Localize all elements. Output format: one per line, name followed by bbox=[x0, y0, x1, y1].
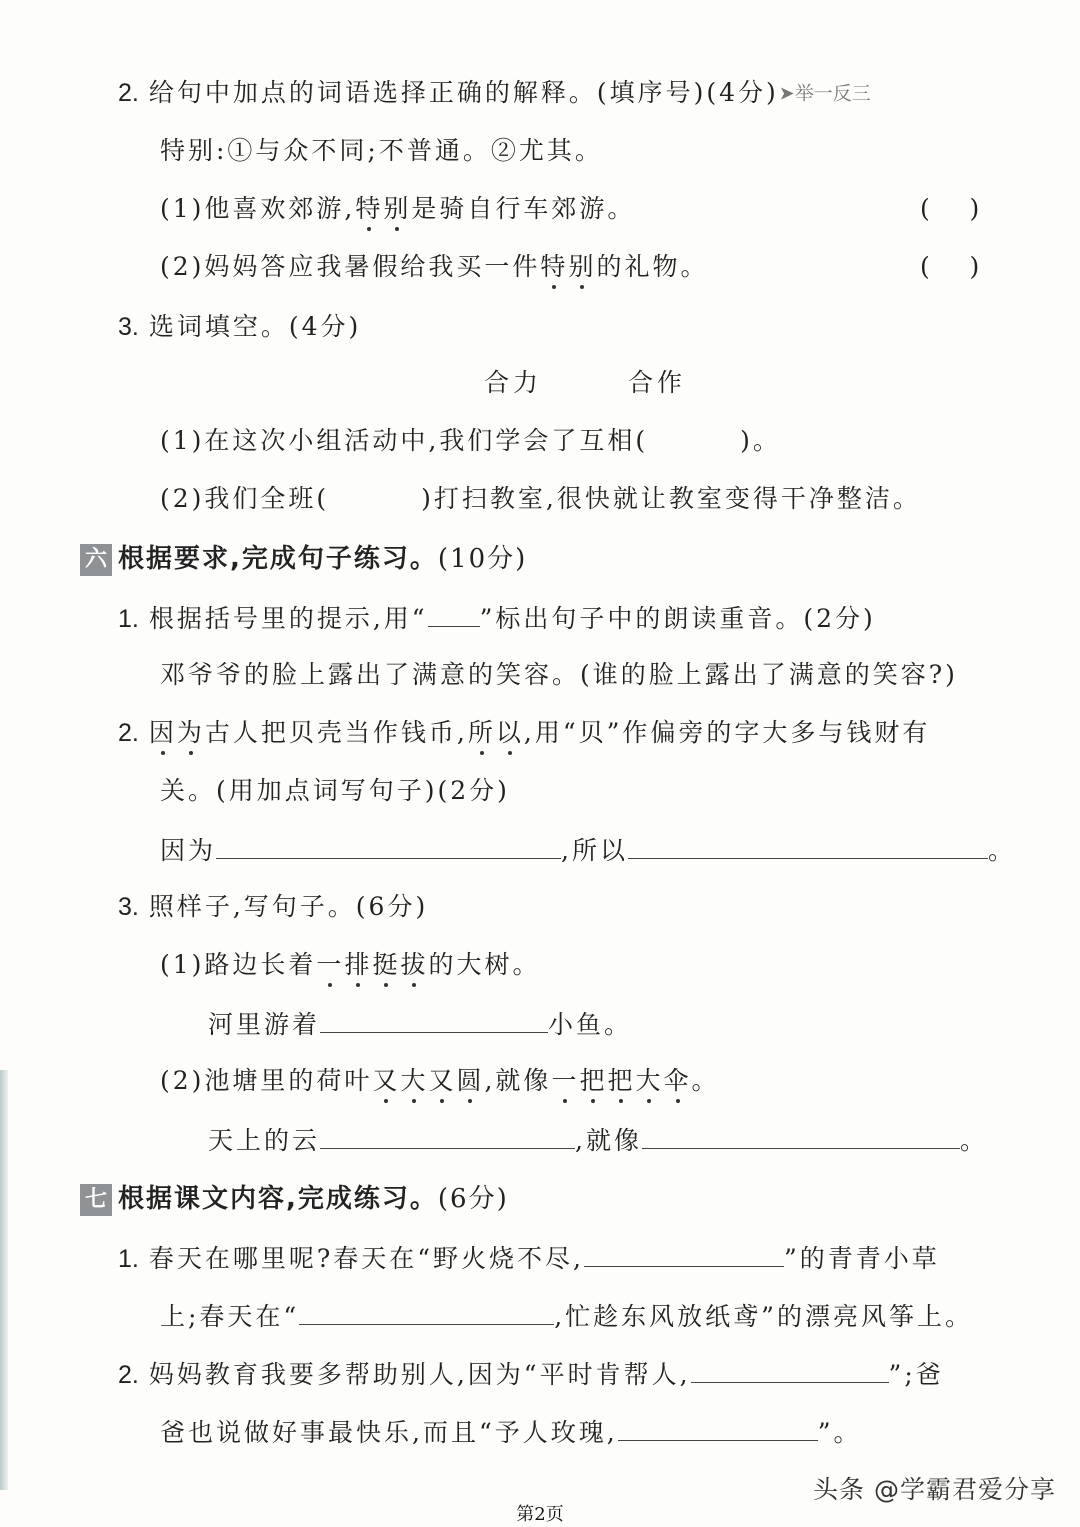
section-7-heading bbox=[80, 1182, 509, 1216]
s6-q2-fill-b: ,所以 bbox=[561, 836, 628, 865]
s6-q3-fill-2 bbox=[208, 1122, 988, 1158]
s6-q3-s2-dotted-7: 把 bbox=[607, 1066, 636, 1095]
s6-q1-text-b: ”标出句子中的朗读重音。(2分) bbox=[479, 604, 876, 633]
s6-q3-example-1 bbox=[160, 948, 541, 982]
s7-q2-b: ”;爸 bbox=[888, 1360, 944, 1389]
s6-q3-s1-a: (1)路边长着 bbox=[160, 950, 317, 979]
q3-sentence-1 bbox=[160, 424, 781, 458]
q2-definitions: 特别:①与众不同;不普通。②尤其。 bbox=[160, 136, 603, 165]
s7-q2-line-2 bbox=[160, 1414, 861, 1450]
word-choice-2: 合作 bbox=[628, 368, 687, 397]
s6-q3-s1-dotted-1: 一 bbox=[316, 950, 345, 979]
s7-q1-blank-1[interactable] bbox=[584, 1240, 784, 1267]
section-6-badge: 六 bbox=[80, 544, 112, 576]
section-7-badge: 七 bbox=[80, 1184, 112, 1216]
q2-s1-text-b: 是骑自行车郊游。 bbox=[411, 194, 636, 223]
s7-q1-blank-2[interactable] bbox=[299, 1298, 554, 1325]
s6-q2-fill-a: 因为 bbox=[160, 836, 217, 865]
s6-q3-s1-b: 的大树。 bbox=[428, 950, 541, 979]
s6-q1-text-a: 根据括号里的提示,用“ bbox=[148, 604, 428, 633]
q3-prompt: 选词填空。(4分) bbox=[148, 312, 362, 341]
s7-q1-b: ”的青青小草 bbox=[784, 1244, 940, 1273]
s6-q3-f2-a: 天上的云 bbox=[208, 1126, 321, 1155]
s6-q1-number: 1. bbox=[118, 605, 139, 633]
q2-number: 2. bbox=[118, 79, 139, 107]
q2-s1-dotted-2: 别 bbox=[383, 194, 412, 223]
s6-q3-s1-dotted-4: 拔 bbox=[400, 950, 429, 979]
s6-q3-number: 3. bbox=[118, 893, 139, 921]
q3-s1-text-a: (1)在这次小组活动中,我们学会了互相( bbox=[160, 426, 649, 455]
q2-prompt-line bbox=[118, 76, 871, 112]
s6-q3-s2-dotted-3: 又 bbox=[428, 1066, 457, 1095]
s6-q2-line-1 bbox=[118, 716, 930, 750]
q2-s2-text-b: 的礼物。 bbox=[596, 252, 709, 281]
section-6-points: (10分) bbox=[437, 544, 528, 574]
s6-q2-blank-2[interactable] bbox=[628, 832, 988, 859]
s6-q1-underline-sample bbox=[428, 600, 480, 627]
q3-number: 3. bbox=[118, 313, 139, 341]
s6-q3-s2-dotted-8: 大 bbox=[635, 1066, 664, 1095]
s7-q2-d: ”。 bbox=[817, 1418, 862, 1447]
section-6-heading bbox=[80, 542, 527, 576]
s7-q2-c: 爸也说做好事最快乐,而且“予人玫瑰, bbox=[160, 1418, 618, 1447]
s6-q2-text-2: ,用“贝”作偏旁的字大多与钱财有 bbox=[523, 718, 931, 747]
word-choice-1: 合力 bbox=[484, 368, 543, 397]
s7-q1-line-2 bbox=[160, 1298, 973, 1334]
s6-q3-f2-b: ,就像 bbox=[575, 1126, 642, 1155]
s7-q1-c: 上;春天在“ bbox=[160, 1302, 300, 1331]
s6-q3-s2-dotted-2: 大 bbox=[400, 1066, 429, 1095]
s7-q2-blank-1[interactable] bbox=[691, 1356, 889, 1383]
q2-s2-dotted-2: 别 bbox=[568, 252, 597, 281]
q2-prompt: 给句中加点的词语选择正确的解释。(填序号)(4分) bbox=[148, 78, 779, 107]
s6-q2-line-2: 关。(用加点词写句子)(2分) bbox=[160, 776, 510, 805]
s6-q2-number: 2. bbox=[118, 719, 139, 747]
s6-q3-s2-dotted-9: 伞 bbox=[663, 1066, 692, 1095]
s7-q2-number: 2. bbox=[118, 1361, 139, 1389]
s6-q2-text-1: 古人把贝壳当作钱币, bbox=[204, 718, 468, 747]
section-7-points: (6分) bbox=[437, 1184, 509, 1214]
q3-prompt-line bbox=[118, 310, 361, 344]
s6-q3-f1-a: 河里游着 bbox=[208, 1010, 321, 1039]
s6-q3-example-2 bbox=[160, 1064, 720, 1098]
s6-q2-dotted-yin: 因 bbox=[148, 718, 177, 747]
s6-q1-line bbox=[118, 600, 876, 636]
s6-q2-dotted-suo: 所 bbox=[467, 718, 496, 747]
s6-q2-dotted-wei: 为 bbox=[176, 718, 205, 747]
watermark-text: 头条 @学霸君爱分享 bbox=[813, 1475, 1056, 1504]
s6-q3-blank-2[interactable] bbox=[320, 1122, 575, 1149]
s6-q2-dotted-yi: 以 bbox=[495, 718, 524, 747]
s6-q3-f2-end: 。 bbox=[959, 1126, 988, 1155]
s6-q2-fill-end: 。 bbox=[987, 836, 1016, 865]
tag-label: ➤举一反三 bbox=[778, 83, 871, 105]
s6-q3-s2-c: 。 bbox=[691, 1066, 720, 1095]
s6-q3-s2-dotted-1: 又 bbox=[372, 1066, 401, 1095]
q3-s2-text-a: (2)我们全班( bbox=[160, 484, 330, 513]
scan-edge-decoration bbox=[0, 1070, 8, 1490]
s6-q3-fill-1 bbox=[208, 1006, 632, 1042]
q3-sentence-2 bbox=[160, 482, 921, 516]
s6-q3-blank-3[interactable] bbox=[642, 1122, 960, 1149]
page-number: 第2页 bbox=[516, 1504, 564, 1525]
s7-q1-number: 1. bbox=[118, 1245, 139, 1273]
s6-q3-s1-dotted-3: 挺 bbox=[372, 950, 401, 979]
s6-q3-s1-dotted-2: 排 bbox=[344, 950, 373, 979]
q2-s1-text-a: (1)他喜欢郊游, bbox=[160, 194, 356, 223]
s6-q3-s2-dotted-6: 把 bbox=[579, 1066, 608, 1095]
s6-q3-prompt: 照样子,写句子。(6分) bbox=[148, 892, 429, 921]
q2-sentence-1 bbox=[160, 192, 635, 226]
q3-s1-text-b: )。 bbox=[740, 426, 781, 455]
s6-q3-f1-b: 小鱼。 bbox=[548, 1010, 633, 1039]
s6-q3-s2-b: ,就像 bbox=[484, 1066, 552, 1095]
q2-sentence-2 bbox=[160, 250, 708, 284]
s7-q2-blank-2[interactable] bbox=[618, 1414, 818, 1441]
q2-s1-dotted-1: 特 bbox=[355, 194, 384, 223]
s6-q3-s2-a: (2)池塘里的荷叶 bbox=[160, 1066, 373, 1095]
s6-q2-blank-1[interactable] bbox=[216, 832, 561, 859]
q2-answer-paren-2[interactable]: ( ) bbox=[920, 252, 980, 281]
s6-q1-sentence: 邓爷爷的脸上露出了满意的笑容。(谁的脸上露出了满意的笑容?) bbox=[160, 660, 958, 689]
s7-q2-a: 妈妈教育我要多帮助别人,因为“平时肯帮人, bbox=[148, 1360, 691, 1389]
s6-q3-prompt-line bbox=[118, 890, 428, 924]
s6-q3-s2-dotted-5: 一 bbox=[551, 1066, 580, 1095]
q2-s2-dotted-1: 特 bbox=[540, 252, 569, 281]
section-7-title: 根据课文内容,完成练习。 bbox=[118, 1184, 438, 1214]
s6-q2-fill-line bbox=[160, 832, 1016, 868]
section-6-title: 根据要求,完成句子练习。 bbox=[118, 544, 438, 574]
s6-q3-s2-dotted-4: 圆 bbox=[456, 1066, 485, 1095]
q3-s2-text-b: )打扫教室,很快就让教室变得干净整洁。 bbox=[421, 484, 921, 513]
s7-q1-d: ,忙趁东风放纸鸢”的漂亮风筝上。 bbox=[554, 1302, 973, 1331]
s6-q3-blank-1[interactable] bbox=[320, 1006, 548, 1033]
s7-q1-line-1 bbox=[118, 1240, 940, 1276]
q2-s2-text-a: (2)妈妈答应我暑假给我买一件 bbox=[160, 252, 541, 281]
s7-q2-line-1 bbox=[118, 1356, 944, 1392]
q2-answer-paren-1[interactable]: ( ) bbox=[920, 194, 980, 223]
s7-q1-a: 春天在哪里呢?春天在“野火烧不尽, bbox=[148, 1244, 584, 1273]
